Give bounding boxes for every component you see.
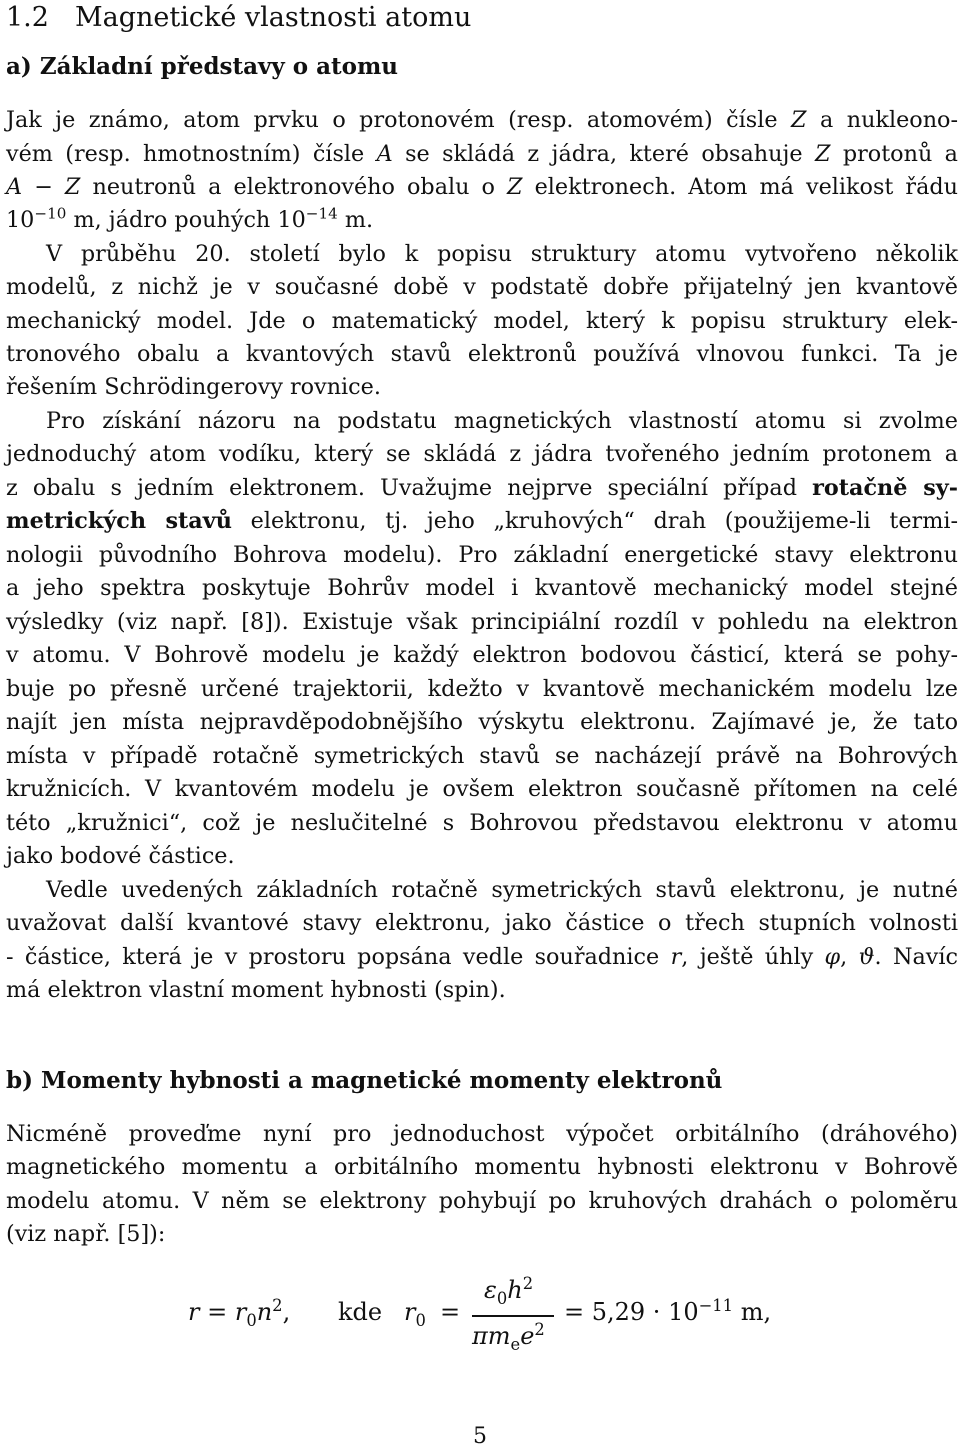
para2-line4: tronového obalu a kvantových stavů elektronů používá vlnovou funkci. Ta je bbox=[6, 341, 958, 367]
eq-result bbox=[564, 1298, 771, 1326]
text: , bbox=[840, 944, 848, 970]
para2-line5: řešením Schrödingerovy rovnice. bbox=[6, 374, 381, 400]
subsection-b-label: b) bbox=[6, 1067, 33, 1094]
text: m, jádro pouhých 10 bbox=[66, 207, 306, 233]
bold-text: rotačně sy- bbox=[812, 475, 958, 501]
para3-line5: nologii původního Bohrova modelu). Pro základní energetické stavy elektronu bbox=[6, 542, 958, 568]
para5-line3: modelu atomu. V něm se elektrony pohybují po kruhových drahách o poloměru bbox=[6, 1188, 958, 1214]
para3-line9: buje po přesně určené trajektorii, kdežto v kvantově mechanickém modelu lze bbox=[6, 676, 958, 702]
text: 10 bbox=[6, 207, 35, 233]
exponent: −11 bbox=[698, 1296, 734, 1316]
eq-r0 bbox=[404, 1298, 426, 1330]
eq-denominator bbox=[472, 1322, 545, 1354]
text: elektronu, tj. jeho „kruhových“ drah (použijeme-li termi- bbox=[250, 508, 959, 534]
text: . Navíc bbox=[874, 944, 958, 970]
eq-equals: = bbox=[440, 1298, 461, 1326]
para3-line2: jednoduchý atom vodíku, který se skládá z jádra tvořeného jedním protonem a bbox=[6, 441, 958, 467]
fraction-bar bbox=[472, 1315, 554, 1317]
text: , ještě úhly bbox=[681, 944, 814, 970]
para3-line13: této „kružnici“, což je neslučitelné s Bohrovou představou elektronu v atomu bbox=[6, 810, 958, 836]
para1-line2 bbox=[6, 138, 958, 171]
para3-line10: najít jen místa nejpravděpodobnějšího výskytu elektronu. Zajímavé je, že tato bbox=[6, 709, 958, 735]
bold-text: metrických stavů bbox=[6, 508, 232, 534]
math-var: ϑ bbox=[858, 944, 875, 970]
math-var: Z bbox=[814, 141, 831, 167]
eq-numerator bbox=[484, 1276, 533, 1308]
para5-line1: Nicméně proveďme nyní pro jednoduchost výpočet orbitálního (dráhového) bbox=[6, 1121, 958, 1147]
subsection-a-title: Základní představy o atomu bbox=[39, 53, 399, 80]
exponent: 2 bbox=[272, 1296, 283, 1316]
subsection-b-title: Momenty hybnosti a magnetické momenty elektronů bbox=[40, 1067, 723, 1094]
subscript: 0 bbox=[415, 1310, 426, 1330]
para3-line6: a jeho spektra poskytuje Bohrův model i kvantově mechanický model stejné bbox=[6, 575, 958, 601]
bohr-radius-equation bbox=[0, 1268, 960, 1358]
para4-line3 bbox=[6, 941, 958, 974]
para2-line3: mechanický model. Jde o matematický model, který k popisu struktury elek- bbox=[6, 308, 958, 334]
para3-line1: Pro získání názoru na podstatu magnetických vlastností atomu si zvolme bbox=[46, 408, 958, 434]
subscript: e bbox=[510, 1334, 521, 1354]
text: - částice, která je v prostoru popsána vedle souřadnice bbox=[6, 944, 660, 970]
text: m, bbox=[740, 1298, 772, 1326]
math-var: ε bbox=[484, 1276, 497, 1304]
text: a nukleono- bbox=[819, 107, 959, 133]
para3-line3 bbox=[6, 472, 958, 505]
math-var: Z bbox=[507, 174, 523, 200]
para4-line1: Vedle uvedených základních rotačně symetrických stavů elektronu, je nutné bbox=[46, 877, 958, 903]
text: elektronech. Atom má velikost řádu bbox=[534, 174, 959, 200]
section-title: Magnetické vlastnosti atomu bbox=[74, 2, 472, 33]
math-var: n bbox=[256, 1298, 273, 1326]
exponent: 2 bbox=[522, 1274, 534, 1294]
para1-line1 bbox=[6, 104, 958, 137]
text: vém (resp. hmotnostním) čísle bbox=[6, 141, 365, 167]
para2-line2: modelů, z nichž je v současné době v podstatě dobře přijatelný jen kvantově bbox=[6, 274, 958, 300]
math-var: h bbox=[507, 1276, 523, 1304]
math-var: φ bbox=[824, 944, 841, 970]
math-expr: A − Z bbox=[6, 174, 81, 200]
para1-line4 bbox=[6, 204, 958, 237]
subsection-a-label: a) bbox=[6, 53, 32, 80]
subscript: 0 bbox=[496, 1288, 508, 1308]
exponent: −14 bbox=[305, 204, 338, 223]
para3-line4 bbox=[6, 505, 958, 538]
para3-line7: výsledky (viz např. [8]). Existuje však principiální rozdíl v pohledu na elektron bbox=[6, 609, 958, 635]
text: m. bbox=[337, 207, 374, 233]
eq-kde: kde bbox=[338, 1298, 383, 1326]
para4-line4: má elektron vlastní moment hybnosti (spin). bbox=[6, 977, 506, 1003]
para5-line4: (viz např. [5]): bbox=[6, 1221, 166, 1247]
text: protonů a bbox=[842, 141, 958, 167]
page-number: 5 bbox=[473, 1424, 487, 1449]
math-expr: r = r bbox=[188, 1298, 247, 1326]
para3-line8: v atomu. V Bohrově modelu je každý elektron bodovou částicí, která se pohy- bbox=[6, 642, 958, 668]
text: , bbox=[282, 1298, 291, 1326]
subsection-a-heading bbox=[6, 52, 398, 82]
section-number: 1.2 bbox=[6, 2, 49, 33]
exponent: −10 bbox=[34, 204, 67, 223]
para3-line14: jako bodové částice. bbox=[6, 843, 235, 869]
math-var: Z bbox=[791, 107, 807, 133]
math-var: e bbox=[520, 1322, 535, 1350]
math-var: r bbox=[670, 944, 682, 970]
subscript: 0 bbox=[246, 1310, 257, 1330]
section-heading bbox=[6, 2, 471, 34]
para1-line3 bbox=[6, 171, 958, 204]
text: se skládá z jádra, které obsahuje bbox=[405, 141, 803, 167]
text: Jak je známo, atom prvku o protonovém (resp. atomovém) čísle bbox=[6, 107, 778, 133]
para3-line11: místa v případě rotačně symetrických stavů se nacházejí právě na Bohrových bbox=[6, 743, 958, 769]
para3-line12: kružnicích. V kvantovém modelu je ovšem elektron současně přítomen na celé bbox=[6, 776, 958, 802]
text: z obalu s jedním elektronem. Uvažujme nejprve speciální případ bbox=[6, 475, 797, 501]
text: = 5,29 · 10 bbox=[564, 1298, 699, 1326]
math-var: r bbox=[404, 1298, 416, 1326]
eq-lhs bbox=[188, 1298, 290, 1330]
para2-line1: V průběhu 20. století bylo k popisu struktury atomu vytvořeno několik bbox=[46, 241, 958, 267]
exponent: 2 bbox=[534, 1320, 545, 1340]
subsection-b-heading bbox=[6, 1066, 722, 1096]
math-var: A bbox=[376, 141, 393, 167]
para5-line2: magnetického momentu a orbitálního momentu hybnosti elektronu v Bohrově bbox=[6, 1154, 958, 1180]
para4-line2: uvažovat další kvantové stavy elektronu, jako částice o třech stupních volnosti bbox=[6, 910, 958, 936]
text: neutronů a elektronového obalu o bbox=[92, 174, 495, 200]
math-expr: πm bbox=[472, 1322, 511, 1350]
